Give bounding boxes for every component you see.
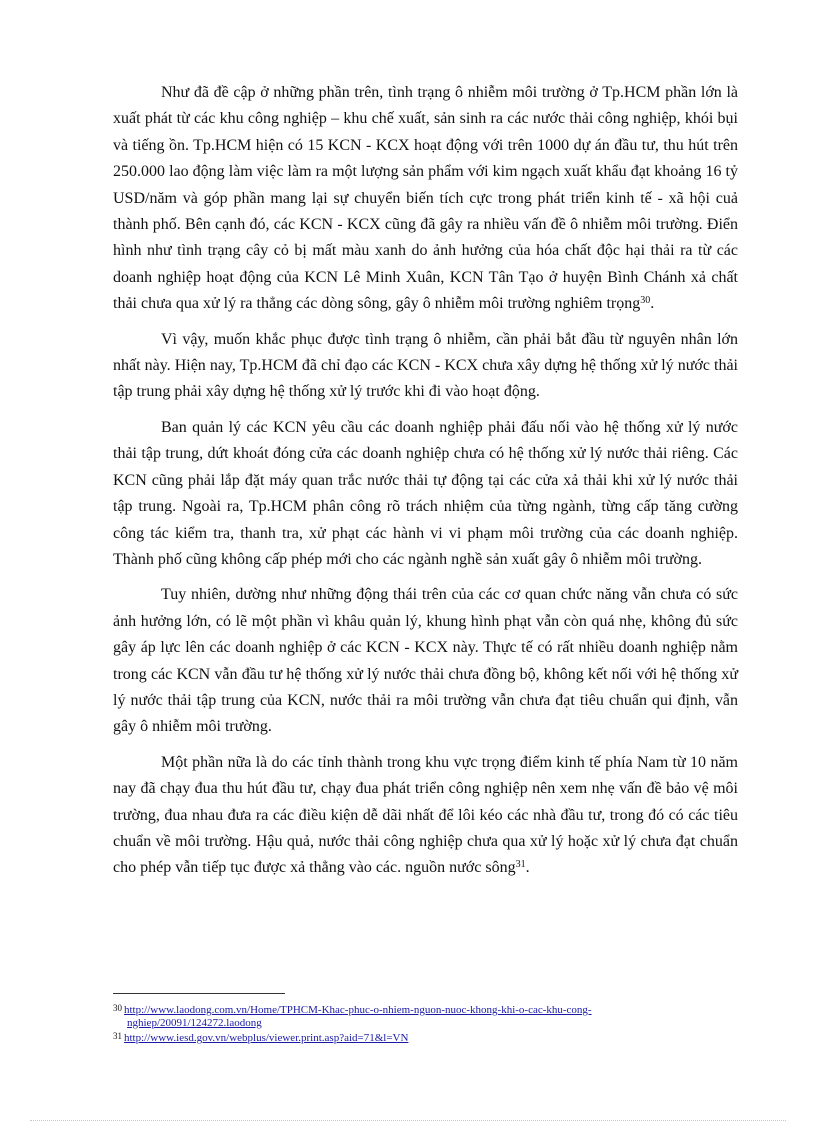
footnote-link-31[interactable]: http://www.iesd.gov.vn/webplus/viewer.print.asp?aid=71&l=VN (124, 1032, 409, 1044)
paragraph-3: Ban quản lý các KCN yêu cầu các doanh nghiệp phải đấu nối vào hệ thống xử lý nước thải tập trung, dứt khoát đóng cửa các doanh nghiệp chưa có hệ thống xử lý nước thải riêng. Các KCN cũng phải lắp đặt máy quan trắc nước thải tự động tại các cửa xả thải khi xử lý nước thải tập trung. Ngoài ra, Tp.HCM phân công rõ trách nhiệm của từng ngành, từng cấp tăng cường công tác kiểm tra, thanh tra, xử phạt các hành vi vi phạm môi trường của các doanh nghiệp. Thành phố cũng không cấp phép mới cho các ngành nghề sản xuất gây ô nhiễm môi trường. (113, 418, 738, 568)
footnote-31 (113, 1030, 753, 1045)
body-text (113, 80, 738, 891)
footnote-link-30[interactable]: http://www.laodong.com.vn/Home/TPHCM-Khac-phuc-o-nhiem-nguon-nuoc-khong-khi-o-cac-khu-cong- (124, 1004, 592, 1016)
paragraph-4: Tuy nhiên, dường như những động thái trên của các cơ quan chức năng vẫn chưa có sức ảnh hưởng lớn, có lẽ một phần vì khâu quản lý, khung hình phạt vẫn còn quá nhẹ, không đủ sức gây áp lực lên các doanh nghiệp ở các KCN - KCX này. Thực tế có rất nhiều doanh nghiệp nằm trong các KCN vẫn đầu tư hệ thống xử lý nước thải chưa đồng bộ, không kết nối với hệ thống xử lý nước thải tập trung của KCN, nước thải ra môi trường vẫn chưa đạt tiêu chuẩn qui định, vẫn gây ô nhiễm môi trường. (113, 586, 738, 736)
footnote-ref-30[interactable]: 30 (640, 295, 651, 307)
footnote-30 (113, 1002, 753, 1029)
footnote-number: 30 (113, 1003, 122, 1013)
footnote-link-30-continued[interactable]: nghiep/20091/124272.laodong (127, 1016, 262, 1029)
page-bottom-border (30, 1120, 786, 1121)
footnote-separator (113, 993, 285, 994)
footnote-number: 31 (113, 1031, 122, 1041)
paragraph-2: Vì vậy, muốn khắc phục được tình trạng ô nhiễm, cần phải bắt đầu từ nguyên nhân lớn nhất này. Hiện nay, Tp.HCM đã chỉ đạo các KCN - KCX chưa xây dựng hệ thống xử lý nước thải tập trung phải xây dựng hệ thống xử lý trước khi đi vào hoạt động. (113, 330, 738, 401)
paragraph-5: Một phần nữa là do các tỉnh thành trong khu vực trọng điểm kinh tế phía Nam từ 10 năm nay đã chạy đua thu hút đầu tư, chạy đua phát triển công nghiệp nên xem nhẹ vấn đề bảo vệ môi trường, đua nhau đưa ra các điều kiện dễ dãi nhất để lôi kéo các nhà đầu tư, trong đó có các tiêu chuẩn về môi trường. Hậu quả, nước thải công nghiệp chưa qua xử lý hoặc xử lý chưa đạt chuẩn cho phép vẫn tiếp tục được xả thẳng vào các. nguồn nước sông$^{31}$. (113, 753, 738, 877)
paragraph-1: Như đã đề cập ở những phần trên, tình trạng ô nhiễm môi trường ở Tp.HCM phần lớn là xuất phát từ các khu công nghiệp – khu chế xuất, sản sinh ra các nước thải công nghiệp, khói bụi và tiếng ồn. Tp.HCM hiện có 15 KCN - KCX hoạt động với trên 1000 dự án đầu tư, thu hút trên 250.000 lao động làm việc làm ra một lượng sản phẩm với kim ngạch xuất khẩu đạt khoảng 16 tỷ USD/năm và góp phần mang lại sự chuyển biến tích cực trong phát triển kinh tế - xã hội cuả thành phố. Bên cạnh đó, các KCN - KCX cũng đã gây ra nhiều vấn đề ô nhiễm môi trường. Điển hình như tình trạng cây cỏ bị mất màu xanh do ảnh hưởng của hóa chất độc hại thải ra từ các doanh nghiệp hoạt động của KCN Lê Minh Xuân, KCN Tân Tạo ở huyện Bình Chánh xả chất thải chưa qua xử lý ra thẳng các dòng sông, gây ô nhiễm môi trường nghiêm trọng$^{30}$. (113, 84, 738, 313)
footnote-ref-31[interactable]: 31 (515, 859, 526, 871)
footnotes (113, 1002, 753, 1046)
